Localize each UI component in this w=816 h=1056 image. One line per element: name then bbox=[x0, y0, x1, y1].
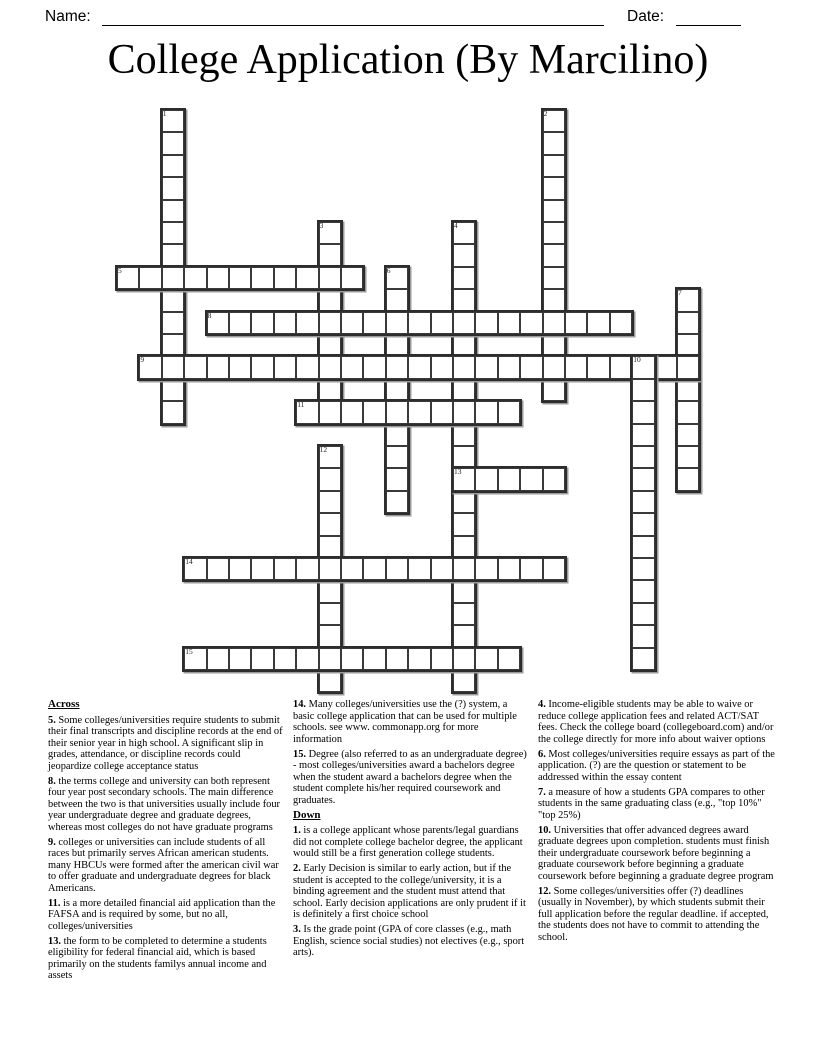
grid-cell[interactable] bbox=[296, 648, 318, 670]
grid-cell[interactable] bbox=[587, 312, 609, 334]
grid-cell[interactable] bbox=[677, 446, 699, 468]
grid-cell[interactable] bbox=[632, 401, 654, 423]
word-15-across bbox=[182, 646, 522, 672]
grid-cell[interactable] bbox=[655, 356, 677, 378]
grid-cell[interactable] bbox=[251, 648, 273, 670]
grid-cell[interactable] bbox=[319, 648, 341, 670]
grid-cell[interactable] bbox=[453, 312, 475, 334]
grid-cell[interactable] bbox=[677, 379, 699, 401]
grid-cell[interactable] bbox=[251, 312, 273, 334]
grid-cell[interactable] bbox=[386, 312, 408, 334]
clue-number: 12. bbox=[538, 885, 551, 897]
date-blank-line[interactable] bbox=[676, 8, 741, 26]
grid-cell[interactable] bbox=[162, 177, 184, 199]
grid-cell[interactable] bbox=[543, 155, 565, 177]
cell-number: 2 bbox=[543, 109, 548, 118]
grid-cell[interactable] bbox=[543, 177, 565, 199]
grid-cell[interactable] bbox=[677, 356, 699, 378]
clue-number: 11. bbox=[48, 897, 61, 909]
grid-cell[interactable] bbox=[386, 446, 408, 468]
grid-cell[interactable] bbox=[319, 580, 341, 602]
cell-number: 7 bbox=[678, 288, 682, 298]
grid-cell[interactable] bbox=[162, 155, 184, 177]
grid-cell[interactable] bbox=[453, 379, 475, 401]
grid-cell[interactable] bbox=[632, 446, 654, 468]
grid-cell[interactable] bbox=[319, 334, 341, 356]
word-14-across bbox=[182, 556, 567, 582]
grid-cell[interactable] bbox=[677, 468, 699, 490]
clue-number: 14. bbox=[293, 699, 306, 710]
cell-number: 14 bbox=[185, 557, 193, 566]
grid-cell[interactable] bbox=[341, 648, 363, 670]
grid-cell[interactable] bbox=[543, 289, 565, 311]
grid-cell[interactable] bbox=[251, 558, 273, 580]
grid-cell[interactable] bbox=[296, 312, 318, 334]
grid-cell[interactable] bbox=[207, 558, 229, 580]
grid-cell[interactable] bbox=[251, 267, 273, 289]
grid-cell[interactable] bbox=[543, 244, 565, 266]
grid-cell[interactable] bbox=[207, 267, 229, 289]
grid-cell[interactable] bbox=[475, 312, 497, 334]
grid-cell[interactable] bbox=[139, 267, 161, 289]
grid-cell[interactable] bbox=[520, 558, 542, 580]
clue-number: 15. bbox=[293, 748, 306, 760]
cell-number: 9 bbox=[140, 355, 145, 365]
grid-cell[interactable] bbox=[319, 379, 341, 401]
cell-number: 6 bbox=[386, 265, 391, 275]
clue-15-across: 15. Degree (also referred to as an undergraduate degree) - most colleges/universities award a bachelors degree when the student award a bachelors degree when the student complete his/her required coursework and graduates. bbox=[293, 748, 527, 806]
grid-cell[interactable] bbox=[453, 334, 475, 356]
grid-cell[interactable] bbox=[162, 267, 184, 289]
grid-cell[interactable] bbox=[431, 312, 453, 334]
grid-cell[interactable] bbox=[543, 356, 565, 378]
cell-number: 5 bbox=[118, 265, 122, 275]
grid-cell[interactable] bbox=[587, 356, 609, 378]
word-13-across bbox=[451, 466, 567, 492]
grid-cell[interactable] bbox=[229, 558, 251, 580]
grid-cell[interactable] bbox=[453, 648, 475, 670]
grid-cell[interactable] bbox=[319, 491, 341, 513]
grid-cell[interactable] bbox=[207, 648, 229, 670]
clue-column-3 bbox=[538, 699, 775, 947]
grid-cell[interactable] bbox=[453, 558, 475, 580]
grid-cell[interactable] bbox=[162, 289, 184, 311]
grid-cell[interactable] bbox=[319, 558, 341, 580]
grid-cell[interactable] bbox=[543, 267, 565, 289]
grid-cell[interactable] bbox=[632, 558, 654, 580]
clue-number: 9. bbox=[48, 836, 56, 848]
grid-cell[interactable] bbox=[543, 132, 565, 154]
grid-cell[interactable] bbox=[319, 401, 341, 423]
grid-cell[interactable] bbox=[207, 356, 229, 378]
grid-cell[interactable] bbox=[632, 468, 654, 490]
grid-cell[interactable] bbox=[229, 312, 251, 334]
clue-2-down: 2. Early Decision is similar to early action, but if the student is accepted to the college/university, it is a binding agreement and the student must attend that school. Early decision applications are only prudent if it is definitely a first choice school bbox=[293, 863, 526, 920]
clue-8-across: 8. the terms college and university can both represent four year post secondary schools. The main difference between the two is that universities usually include four year undergraduate degree and graduate degrees, whereas most colleges do not have graduate programs bbox=[48, 775, 281, 833]
cell-number: 11 bbox=[297, 400, 305, 410]
grid-cell[interactable] bbox=[475, 648, 497, 670]
grid-cell[interactable] bbox=[319, 625, 341, 647]
grid-cell[interactable] bbox=[565, 312, 587, 334]
cell-number: 8 bbox=[207, 310, 212, 320]
grid-cell[interactable] bbox=[341, 267, 363, 289]
grid-cell[interactable] bbox=[632, 648, 654, 670]
grid-cell[interactable] bbox=[162, 132, 184, 154]
puzzle-title: College Application (By Marcilino) bbox=[107, 37, 709, 83]
grid-cell[interactable] bbox=[543, 558, 565, 580]
grid-cell[interactable] bbox=[453, 513, 475, 535]
grid-cell[interactable] bbox=[431, 401, 453, 423]
grid-cell[interactable] bbox=[341, 558, 363, 580]
grid-cell[interactable] bbox=[677, 312, 699, 334]
date-label: Date: bbox=[627, 8, 665, 25]
grid-cell[interactable] bbox=[274, 267, 296, 289]
grid-cell[interactable] bbox=[453, 603, 475, 625]
grid-cell[interactable] bbox=[274, 648, 296, 670]
grid-cell[interactable] bbox=[453, 625, 475, 647]
grid-cell[interactable] bbox=[162, 334, 184, 356]
grid-cell[interactable] bbox=[319, 536, 341, 558]
grid-cell[interactable] bbox=[498, 648, 520, 670]
word-8-across bbox=[205, 310, 635, 336]
name-blank-line[interactable] bbox=[102, 8, 604, 26]
grid-cell[interactable] bbox=[498, 558, 520, 580]
grid-cell[interactable] bbox=[319, 312, 341, 334]
clue-number: 6. bbox=[538, 748, 546, 760]
grid-cell[interactable] bbox=[543, 200, 565, 222]
grid-cell[interactable] bbox=[543, 312, 565, 334]
grid-cell[interactable] bbox=[386, 491, 408, 513]
grid-cell[interactable] bbox=[386, 558, 408, 580]
grid-cell[interactable] bbox=[453, 244, 475, 266]
clue-number: 3. bbox=[293, 924, 301, 935]
grid-cell[interactable] bbox=[319, 670, 341, 692]
grid-cell[interactable] bbox=[319, 513, 341, 535]
word-11-across bbox=[294, 399, 522, 425]
grid-cell[interactable] bbox=[319, 468, 341, 490]
down-header: Down bbox=[293, 808, 321, 821]
clue-number: 4. bbox=[538, 699, 546, 710]
grid-cell[interactable] bbox=[408, 401, 430, 423]
grid-cell[interactable] bbox=[162, 312, 184, 334]
grid-cell[interactable] bbox=[498, 356, 520, 378]
grid-cell[interactable] bbox=[408, 356, 430, 378]
grid-cell[interactable] bbox=[610, 356, 632, 378]
grid-cell[interactable] bbox=[431, 356, 453, 378]
grid-cell[interactable] bbox=[274, 356, 296, 378]
grid-cell[interactable] bbox=[408, 558, 430, 580]
clue-number: 8. bbox=[48, 775, 56, 787]
grid-cell[interactable] bbox=[498, 468, 520, 490]
grid-cell[interactable] bbox=[453, 491, 475, 513]
grid-cell[interactable] bbox=[162, 222, 184, 244]
grid-cell[interactable] bbox=[408, 312, 430, 334]
grid-cell[interactable] bbox=[274, 558, 296, 580]
clue-number: 7. bbox=[538, 786, 546, 798]
grid-cell[interactable] bbox=[453, 267, 475, 289]
grid-cell[interactable] bbox=[543, 468, 565, 490]
name-label: Name: bbox=[45, 8, 91, 25]
grid-cell[interactable] bbox=[543, 334, 565, 356]
grid-cell[interactable] bbox=[386, 401, 408, 423]
word-6-down bbox=[384, 265, 410, 515]
grid-cell[interactable] bbox=[677, 401, 699, 423]
grid-cell[interactable] bbox=[296, 356, 318, 378]
grid-cell[interactable] bbox=[386, 424, 408, 446]
grid-cell[interactable] bbox=[453, 356, 475, 378]
clue-1-down: 1. is a college applicant whose parents/legal guardians did not complete college bachelor degree, the applicant would still be a first generation college students. bbox=[293, 825, 523, 859]
grid-cell[interactable] bbox=[319, 356, 341, 378]
grid-cell[interactable] bbox=[632, 513, 654, 535]
grid-cell[interactable] bbox=[475, 356, 497, 378]
grid-cell[interactable] bbox=[453, 424, 475, 446]
grid-cell[interactable] bbox=[677, 334, 699, 356]
clue-3-down: 3. Is the grade point (GPA of core classes (e.g., math English, science social studies) not electives (e.g., sport arts). bbox=[293, 924, 525, 958]
grid-cell[interactable] bbox=[565, 356, 587, 378]
cell-number: 13 bbox=[454, 467, 462, 477]
clue-4-down: 4. Income-eligible students may be able to waive or reduce college application fees and related ACT/SAT fees. Check the college board (collegeboard.com) and/or the college directly for more info about waiver options bbox=[538, 699, 774, 745]
grid-cell[interactable] bbox=[431, 648, 453, 670]
clue-column-2 bbox=[293, 699, 530, 962]
grid-cell[interactable] bbox=[251, 356, 273, 378]
cell-number: 15 bbox=[185, 646, 193, 656]
grid-cell[interactable] bbox=[543, 222, 565, 244]
grid-cell[interactable] bbox=[453, 580, 475, 602]
grid-cell[interactable] bbox=[520, 468, 542, 490]
grid-cell[interactable] bbox=[453, 401, 475, 423]
grid-cell[interactable] bbox=[543, 379, 565, 401]
grid-cell[interactable] bbox=[319, 289, 341, 311]
grid-cell[interactable] bbox=[363, 558, 385, 580]
clue-number: 10. bbox=[538, 824, 551, 836]
grid-cell[interactable] bbox=[296, 267, 318, 289]
grid-cell[interactable] bbox=[386, 356, 408, 378]
grid-cell[interactable] bbox=[162, 356, 184, 378]
grid-cell[interactable] bbox=[162, 244, 184, 266]
grid-cell[interactable] bbox=[341, 356, 363, 378]
grid-cell[interactable] bbox=[632, 491, 654, 513]
word-5-across bbox=[115, 265, 365, 291]
grid-cell[interactable] bbox=[453, 670, 475, 692]
grid-cell[interactable] bbox=[386, 334, 408, 356]
grid-cell[interactable] bbox=[386, 379, 408, 401]
grid-cell[interactable] bbox=[632, 424, 654, 446]
grid-cell[interactable] bbox=[229, 356, 251, 378]
grid-cell[interactable] bbox=[184, 267, 206, 289]
word-4-down bbox=[451, 220, 477, 694]
clue-11-across: 11. is a more detailed financial aid application than the FAFSA and is required by some, but no all, colleges/universities bbox=[48, 897, 276, 932]
grid-cell[interactable] bbox=[632, 603, 654, 625]
word-7-down bbox=[675, 287, 701, 493]
grid-cell[interactable] bbox=[475, 401, 497, 423]
grid-cell[interactable] bbox=[363, 401, 385, 423]
grid-cell[interactable] bbox=[296, 558, 318, 580]
across-header: Across bbox=[48, 698, 80, 710]
cell-number: 3 bbox=[319, 221, 324, 230]
clue-9-across: 9. colleges or universities can include students of all races but primarily serves African american students. many HBCUs were formed after the american civil war to offer graduate and undergraduate degrees for black Americans. bbox=[48, 836, 279, 894]
clue-number: 1. bbox=[293, 825, 301, 836]
grid-cell[interactable] bbox=[386, 289, 408, 311]
grid-cell[interactable] bbox=[475, 468, 497, 490]
grid-cell[interactable] bbox=[431, 558, 453, 580]
grid-cell[interactable] bbox=[319, 244, 341, 266]
grid-cell[interactable] bbox=[386, 648, 408, 670]
grid-cell[interactable] bbox=[408, 648, 430, 670]
grid-cell[interactable] bbox=[632, 536, 654, 558]
grid-cell[interactable] bbox=[274, 312, 296, 334]
cell-number: 12 bbox=[319, 445, 328, 454]
grid-cell[interactable] bbox=[319, 603, 341, 625]
clue-6-down: 6. Most colleges/universities require essays as part of the application. (?) are the question or statement to be addressed within the essay content bbox=[538, 748, 775, 783]
cell-number: 1 bbox=[162, 109, 167, 118]
clue-12-down: 12. Some colleges/universities offer (?) deadlines (usually in November), by which students submit their full application before the regular deadline. if accepted, the students does not have to commit to attending the school. bbox=[538, 885, 769, 943]
grid-cell[interactable] bbox=[520, 356, 542, 378]
grid-cell[interactable] bbox=[498, 312, 520, 334]
grid-cell[interactable] bbox=[520, 312, 542, 334]
word-9-across bbox=[137, 354, 701, 380]
clue-number: 2. bbox=[293, 863, 301, 874]
grid-cell[interactable] bbox=[341, 312, 363, 334]
clue-column-1 bbox=[48, 699, 285, 985]
grid-cell[interactable] bbox=[184, 356, 206, 378]
grid-cell[interactable] bbox=[162, 200, 184, 222]
grid-cell[interactable] bbox=[498, 401, 520, 423]
grid-cell[interactable] bbox=[610, 312, 632, 334]
grid-cell[interactable] bbox=[363, 648, 385, 670]
grid-cell[interactable] bbox=[229, 648, 251, 670]
clue-7-down: 7. a measure of how a students GPA compares to other students in the same graduating class (e.g., "top 10%" "top 25%) bbox=[538, 786, 765, 821]
grid-cell[interactable] bbox=[363, 356, 385, 378]
grid-cell[interactable] bbox=[453, 289, 475, 311]
grid-cell[interactable] bbox=[319, 267, 341, 289]
clue-10-down: 10. Universities that offer advanced degrees award graduate degrees upon completion. students must finish their undergraduate coursework before beginning a graduate coursework before beginning a graduate coursework before beginning a graduate degree program bbox=[538, 824, 774, 882]
word-10-down bbox=[630, 354, 656, 672]
cell-number: 10 bbox=[633, 355, 641, 365]
clue-5-across: 5. Some colleges/universities require students to submit their final transcripts and discipline records at the end of their senior year in high school. A significant slip in grades, attendance, or discipline records could jeopardize college acceptance status bbox=[48, 714, 283, 772]
grid-cell[interactable] bbox=[162, 401, 184, 423]
grid-cell[interactable] bbox=[363, 312, 385, 334]
grid-cell[interactable] bbox=[453, 536, 475, 558]
grid-cell[interactable] bbox=[632, 625, 654, 647]
clue-number: 13. bbox=[48, 935, 61, 947]
grid-cell[interactable] bbox=[632, 580, 654, 602]
clue-number: 5. bbox=[48, 714, 56, 726]
grid-cell[interactable] bbox=[162, 379, 184, 401]
grid-cell[interactable] bbox=[677, 424, 699, 446]
clue-14-across: 14. Many colleges/universities use the (?) system, a basic college application that can be used for multiple schools. see www. commonapp.org for more information bbox=[293, 699, 517, 745]
grid-cell[interactable] bbox=[341, 401, 363, 423]
grid-cell[interactable] bbox=[632, 379, 654, 401]
grid-cell[interactable] bbox=[229, 267, 251, 289]
grid-cell[interactable] bbox=[386, 468, 408, 490]
cell-number: 4 bbox=[454, 221, 458, 230]
grid-cell[interactable] bbox=[453, 446, 475, 468]
grid-cell[interactable] bbox=[475, 558, 497, 580]
clue-13-across: 13. the form to be completed to determine a students eligibility for federal financial aid, which is based primarily on the students familys annual income and assets bbox=[48, 935, 267, 981]
